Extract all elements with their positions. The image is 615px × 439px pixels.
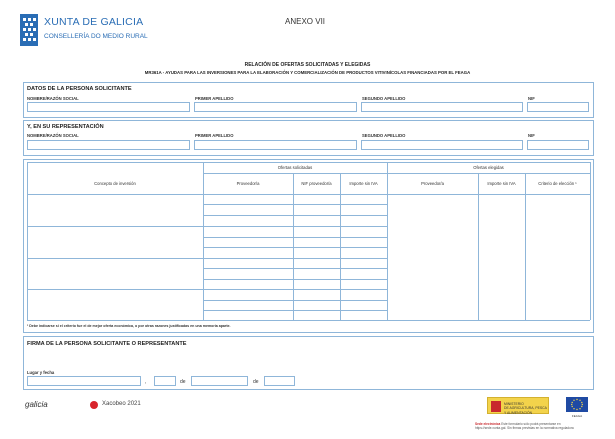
comma-separator: , bbox=[145, 379, 147, 385]
electronic-office-note bbox=[475, 422, 574, 430]
of-separator-1: de bbox=[180, 379, 186, 385]
applicant-second-surname-label: SEGUNDO APELLIDO bbox=[362, 96, 406, 101]
representative-second-surname-field[interactable] bbox=[361, 140, 523, 150]
ministry-line-2: DE AGRICULTURA, PESCA bbox=[504, 406, 547, 411]
nif-supplier-column-header: NIF proveedor/a bbox=[301, 181, 332, 186]
place-field[interactable] bbox=[27, 376, 141, 386]
xacobeo-logo: Xacobeo 2021 bbox=[102, 401, 141, 407]
supplier-column-header: Proveedor/a bbox=[236, 181, 260, 186]
month-field[interactable] bbox=[191, 376, 248, 386]
electronic-office-label: Sede electrónica bbox=[475, 422, 501, 426]
year-field[interactable] bbox=[264, 376, 295, 386]
eu-label: FEAGA bbox=[571, 414, 583, 418]
applicant-nif-field[interactable] bbox=[527, 102, 589, 112]
applicant-nif-label: NIF bbox=[528, 96, 535, 101]
document-title: RELACIÓN DE OFERTAS SOLICITADAS Y ELEGIDAS bbox=[244, 62, 371, 68]
xunta-logo bbox=[20, 14, 180, 46]
galicia-logo: galicia bbox=[25, 400, 48, 409]
representative-first-surname-label: PRIMER APELLIDO bbox=[195, 133, 234, 138]
annex-title: ANEXO VII bbox=[285, 17, 326, 26]
xacobeo-icon bbox=[90, 401, 98, 409]
electronic-office-text-2: https://sede.xunta.gal. Sin firmas previstas en la normativa reguladora bbox=[475, 426, 574, 431]
representative-nif-label: NIF bbox=[528, 133, 535, 138]
document-subtitle: MR361A - AYUDAS PARA LAS INVERSIONES PARA LA ELABORACIÓN Y COMERCIALIZACIÓN DE PRODUCTOS VITIVINÍCOLAS FINANCIADAS POR EL FEAGA bbox=[144, 70, 471, 75]
day-field[interactable] bbox=[154, 376, 176, 386]
representative-name-label: NOMBRE/RAZÓN SOCIAL bbox=[27, 133, 79, 138]
signature-section-title: FIRMA DE LA PERSONA SOLICITANTE O REPRESENTANTE bbox=[27, 341, 187, 347]
concept-column-header: Concepto de inversión bbox=[94, 181, 136, 186]
ministry-line-3: Y ALIMENTACIÓN bbox=[504, 410, 533, 415]
representative-name-field[interactable] bbox=[27, 140, 190, 150]
place-date-label: Lugar y fecha bbox=[27, 370, 55, 375]
electronic-office-text-1: Este formulario sólo podrá presentarse en bbox=[501, 422, 561, 426]
applicant-second-surname-field[interactable] bbox=[361, 102, 523, 112]
criterion-column-header: Criterio de elección ¹ bbox=[538, 181, 577, 186]
requested-offers-header: Ofertas solicitadas bbox=[277, 165, 313, 170]
eu-flag-icon bbox=[566, 397, 588, 412]
logo-department: CONSELLERÍA DO MEDIO RURAL bbox=[44, 33, 148, 40]
table-footnote: ¹ Debe indicarse si el criterio fue el de mejor oferta económica, o por otras razones justificadas en una memoria aparte. bbox=[27, 324, 231, 328]
representative-section bbox=[23, 120, 594, 156]
applicant-first-surname-label: PRIMER APELLIDO bbox=[195, 96, 234, 101]
representative-section-title: Y, EN SU REPRESENTACIÓN bbox=[27, 124, 104, 130]
spain-coat-of-arms-icon bbox=[491, 401, 501, 412]
applicant-first-surname-field[interactable] bbox=[194, 102, 357, 112]
of-separator-2: de bbox=[253, 379, 259, 385]
chosen-amount-column-header: Importe sin IVA bbox=[487, 181, 516, 186]
applicant-section-title: DATOS DE LA PERSONA SOLICITANTE bbox=[27, 86, 132, 92]
representative-first-surname-field[interactable] bbox=[194, 140, 357, 150]
representative-second-surname-label: SEGUNDO APELLIDO bbox=[362, 133, 406, 138]
ministry-logo bbox=[487, 397, 549, 414]
xunta-emblem-icon bbox=[20, 14, 38, 46]
representative-nif-field[interactable] bbox=[527, 140, 589, 150]
logo-name: XUNTA DE GALICIA bbox=[44, 16, 144, 28]
chosen-offers-header: Ofertas elegidas bbox=[473, 165, 504, 170]
applicant-name-label: NOMBRE/RAZÓN SOCIAL bbox=[27, 96, 79, 101]
applicant-name-field[interactable] bbox=[27, 102, 190, 112]
amount-column-header: Importe sin IVA bbox=[349, 181, 378, 186]
chosen-supplier-column-header: Proveedor/a bbox=[421, 181, 444, 186]
ministry-line-1: MINISTERIO bbox=[504, 402, 524, 406]
